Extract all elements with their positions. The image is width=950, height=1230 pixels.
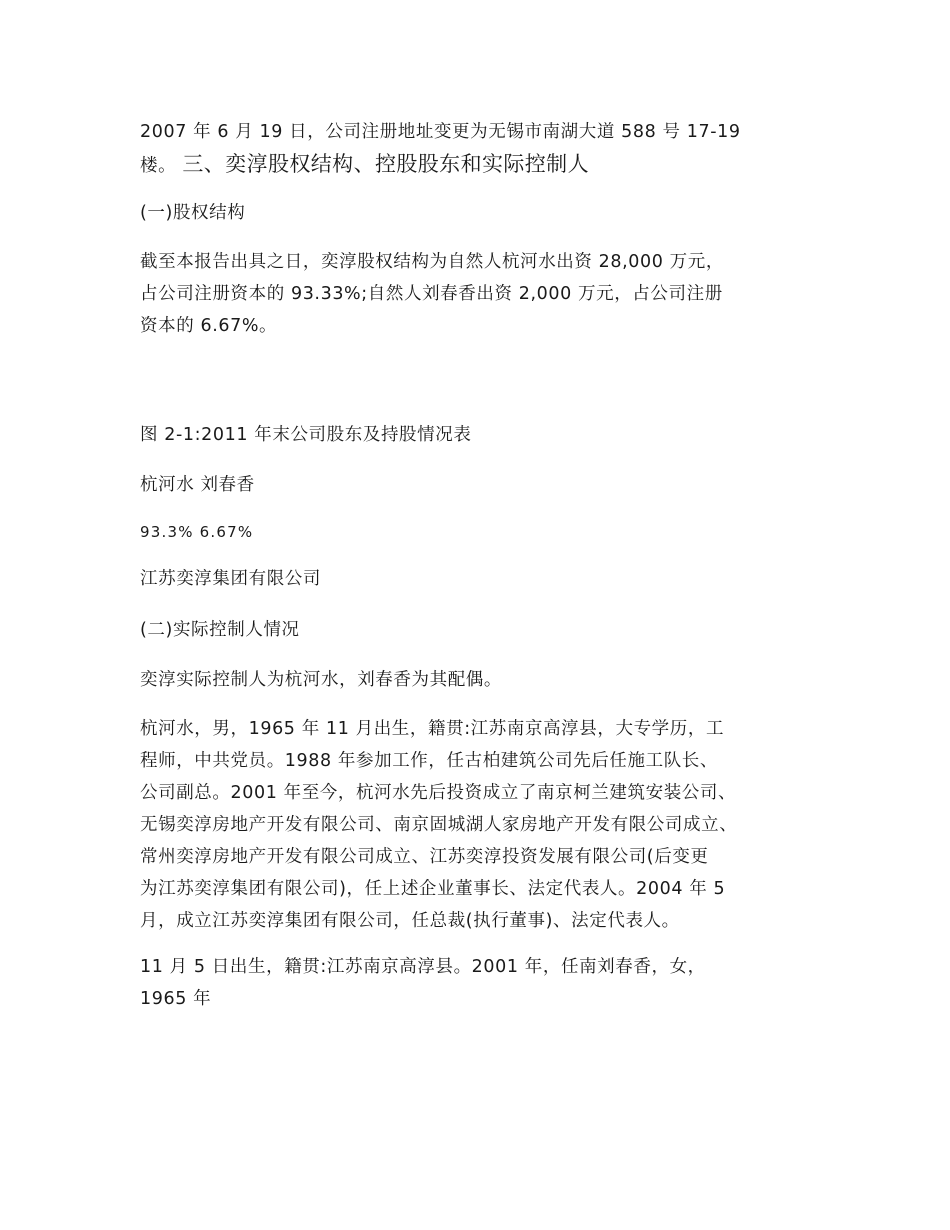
- paragraph-address-change: [140, 116, 820, 182]
- equity-line-1: 截至本报告出具之日，奕淳股权结构为自然人杭河水出资 28,000 万元，: [140, 252, 724, 272]
- bio-line-2: 程师，中共党员。1988 年参加工作，任古柏建筑公司先后任施工队长、: [140, 751, 718, 771]
- equity-line-3: 资本的 6.67%。: [140, 316, 278, 336]
- bio-line-7: 月，成立江苏奕淳集团有限公司，任总裁(执行董事)、法定代表人。: [140, 911, 680, 931]
- bio-line-6: 为江苏奕淳集团有限公司)，任上述企业董事长、法定代表人。2004 年 5: [140, 879, 726, 899]
- company-name: 江苏奕淳集团有限公司: [140, 569, 321, 589]
- shareholder-names: 杭河水 刘春香: [140, 475, 255, 495]
- figure-caption: 图 2-1:2011 年末公司股东及持股情况表: [140, 425, 472, 445]
- paragraph-actual-controller: 奕淳实际控制人为杭河水，刘春香为其配偶。: [140, 670, 502, 690]
- spouse-line-2: 1965 年: [140, 989, 212, 1009]
- bio-line-5: 常州奕淳房地产开发有限公司成立、江苏奕淳投资发展有限公司(后变更: [140, 847, 709, 867]
- bio-line-3: 公司副总。2001 年至今，杭河水先后投资成立了南京柯兰建筑安装公司、: [140, 783, 737, 803]
- paragraph-spouse-bio: [140, 951, 820, 1015]
- bio-line-1: 杭河水，男，1965 年 11 月出生，籍贯:江苏南京高淳县，大专学历，工: [140, 719, 725, 739]
- paragraph-equity-structure: [140, 246, 820, 342]
- address-line-2: [140, 148, 820, 182]
- shareholding-percentages: 93.3% 6.67%: [140, 523, 254, 541]
- address-line-1: 2007 年 6 月 19 日，公司注册地址变更为无锡市南湖大道 588 号 17-19: [140, 122, 741, 142]
- spouse-line-1: 11 月 5 日出生，籍贯:江苏南京高淳县。2001 年，任南刘春香，女，: [140, 957, 706, 977]
- section-title-equity-structure: (一)股权结构: [140, 203, 246, 223]
- equity-line-2: 占公司注册资本的 93.33%;自然人刘春香出资 2,000 万元，占公司注册: [140, 284, 723, 304]
- bio-line-4: 无锡奕淳房地产开发有限公司、南京固城湖人家房地产开发有限公司成立、: [140, 815, 738, 835]
- section-title-actual-controller: (二)实际控制人情况: [140, 620, 300, 640]
- address-line-2-lead: 楼。: [140, 156, 177, 176]
- paragraph-controller-bio: [140, 713, 820, 937]
- section-heading-three: 三、奕淳股权结构、控股股东和实际控制人: [182, 152, 589, 176]
